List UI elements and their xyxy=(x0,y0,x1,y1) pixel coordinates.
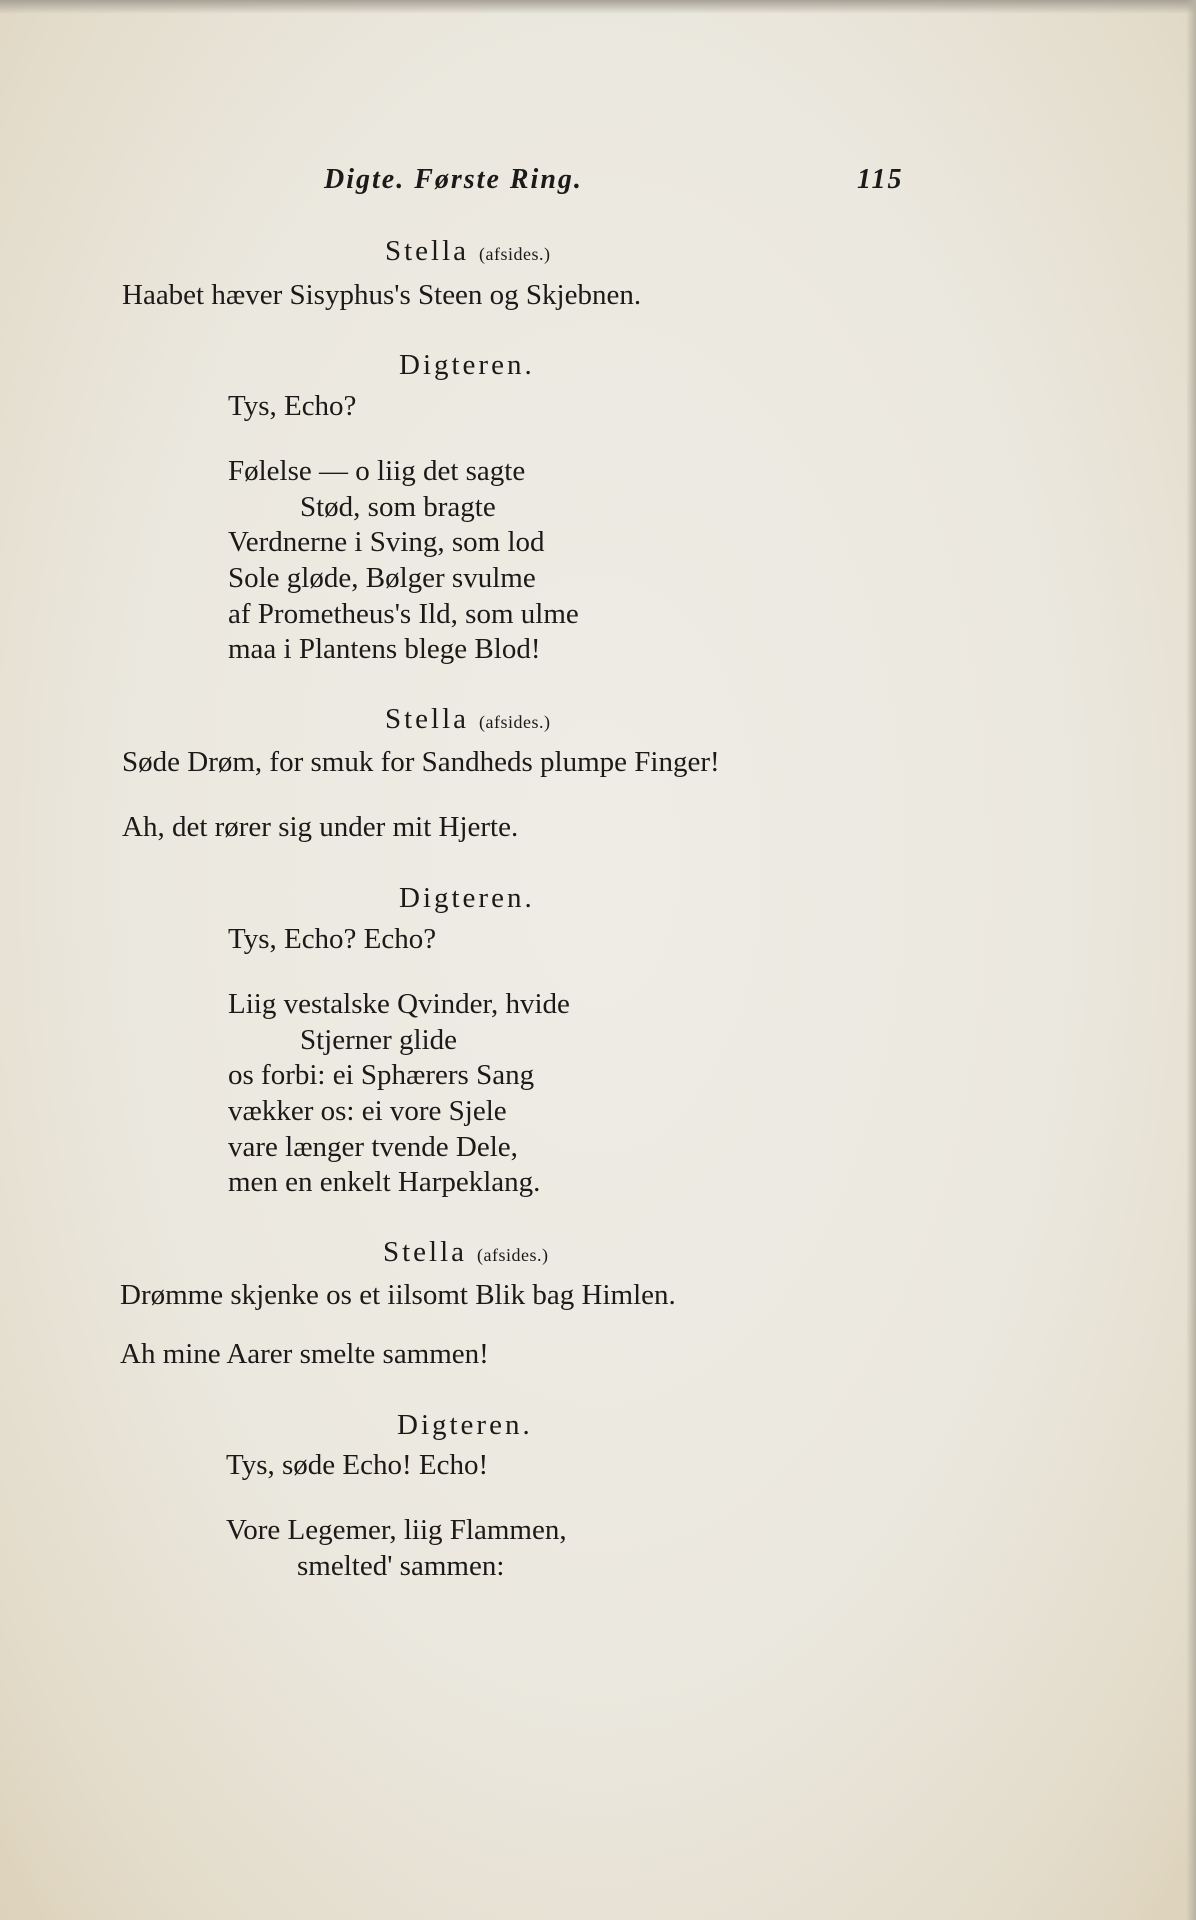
page-top-shadow xyxy=(0,0,1196,14)
verse-line: os forbi: ei Sphærers Sang xyxy=(228,1059,535,1091)
verse-line: Følelse — o liig det sagte xyxy=(228,455,526,487)
verse-line: Verdnerne i Sving, som lod xyxy=(228,526,545,558)
page-right-shadow xyxy=(1186,0,1196,1920)
verse-line: Stød, som bragte xyxy=(300,491,496,523)
speaker-stella: Stella (afsides.) xyxy=(385,703,551,735)
verse-line: af Prometheus's Ild, som ulme xyxy=(228,598,579,630)
verse-line: Vore Legemer, liig Flammen, xyxy=(226,1514,567,1546)
dialogue-line: Tys, søde Echo! Echo! xyxy=(226,1449,489,1481)
stage-direction: (afsides.) xyxy=(477,1245,549,1265)
dialogue-line: Drømme skjenke os et iilsomt Blik bag Himlen. xyxy=(120,1279,676,1311)
speaker-digteren: Digteren. xyxy=(399,882,535,914)
verse-line: vare længer tvende Dele, xyxy=(228,1131,518,1163)
verse-line: Liig vestalske Qvinder, hvide xyxy=(228,988,570,1020)
speaker-stella: Stella (afsides.) xyxy=(383,1236,549,1268)
dialogue-line: Ah, det rører sig under mit Hjerte. xyxy=(122,811,519,843)
speaker-digteren: Digteren. xyxy=(399,349,535,381)
verse-line: Sole gløde, Bølger svulme xyxy=(228,562,536,594)
verse-line: Stjerner glide xyxy=(300,1024,458,1056)
running-title: Digte. Første Ring. xyxy=(324,164,583,195)
verse-line: men en enkelt Harpeklang. xyxy=(228,1166,541,1198)
verse-line: maa i Plantens blege Blod! xyxy=(228,633,541,665)
dialogue-line: Tys, Echo? xyxy=(228,390,357,422)
speaker-stella: Stella (afsides.) xyxy=(385,235,551,267)
dialogue-line: Haabet hæver Sisyphus's Steen og Skjebnen. xyxy=(122,279,642,311)
dialogue-line: Søde Drøm, for smuk for Sandheds plumpe Finger! xyxy=(122,746,720,778)
verse-line: vækker os: ei vore Sjele xyxy=(228,1095,507,1127)
stage-direction: (afsides.) xyxy=(479,244,551,264)
dialogue-line: Tys, Echo? Echo? xyxy=(228,923,437,955)
stage-direction: (afsides.) xyxy=(479,712,551,732)
page-number: 115 xyxy=(857,164,904,195)
dialogue-line: Ah mine Aarer smelte sammen! xyxy=(120,1338,489,1370)
verse-line: smelted' sammen: xyxy=(297,1550,505,1582)
speaker-digteren: Digteren. xyxy=(397,1409,533,1441)
